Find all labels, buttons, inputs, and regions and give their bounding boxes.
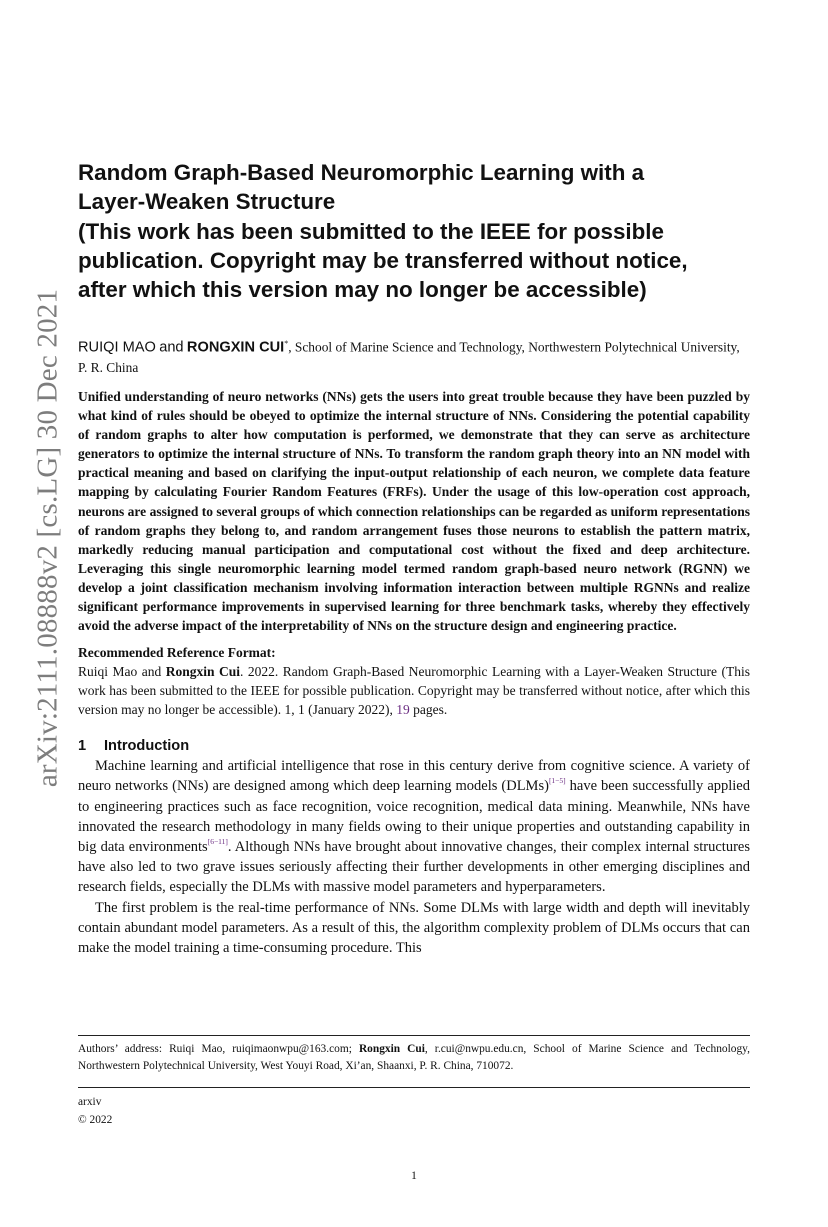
title-line: after which this version may no longer be accessible)	[78, 277, 647, 303]
citation-link[interactable]: [6−11]	[207, 836, 228, 846]
title-line: Random Graph-Based Neuromorphic Learning with a	[78, 160, 645, 185]
author-2: RONGXIN CUI	[186, 339, 285, 356]
reference-format-body	[78, 662, 750, 719]
footnote-divider	[78, 1035, 750, 1036]
publication-meta	[78, 1093, 112, 1129]
paper-title	[78, 158, 750, 304]
paragraph: Machine learning and artificial intelligence that rose in this century derive from cognitive science. A variety of neuro networks (NNs) are designed among which deep learning models (DLMs)[1−5] have been successfully applied to engineering practices such as face recognition, voice recognition, medical data mining. Meanwhile, NNs have innovated the research methodology in many fields owing to their unique properties and outstanding capability in big data environments[6−11]. Although NNs have brought about innovative changes, their complex internal structures have also led to two grave issues seriously affecting their further developments in other emerging disciplines and research fields, especially the DLMs with massive model parameters and hyperparameters.	[78, 758, 750, 896]
ref-author-2: Rongxin Cui	[165, 664, 241, 680]
authors-address-footnote: Authors’ address: Ruiqi Mao, ruiqimaonwpu@163.com; Rongxin Cui, r.cui@nwpu.edu.cn, School of Marine Science and Technology, Northwestern Polytechnical University, West Youyi Road, Xi’an, Shaanxi, P. R. China, 710072.	[78, 1043, 750, 1072]
copyright: © 2022	[78, 1114, 113, 1126]
author-block	[78, 334, 750, 377]
introduction-body	[78, 756, 750, 958]
meta-divider	[78, 1087, 750, 1088]
arxiv-identifier: arXiv:2111.08888v2 [cs.LG] 30 Dec 2021	[31, 288, 64, 788]
ref-conjunction: and	[141, 664, 162, 680]
reference-format-heading: Recommended Reference Format:	[78, 645, 276, 661]
ref-citation-text: . 2022. Random Graph-Based Neuromorphic Learning with a Layer-Weaken Structure (This work has been submitted to the IEEE for possible publication. Copyright may be transferred without notice, after which this version may no longer be accessible). 1, 1 (January 2022),	[78, 664, 750, 718]
page-number: 1	[411, 1170, 417, 1182]
ref-pages-suffix: pages.	[409, 702, 448, 718]
section-heading	[78, 736, 750, 756]
author-conjunction: and	[159, 339, 184, 356]
corresponding-mark: *	[284, 339, 289, 349]
title-line: Layer-Weaken Structure	[78, 189, 336, 215]
paper-content	[78, 158, 750, 958]
author-1: RUIQI MAO	[78, 339, 156, 356]
arxiv-sidebar	[28, 238, 68, 838]
section-number: 1	[78, 738, 87, 755]
title-line: (This work has been submitted to the IEEE for possible	[78, 218, 664, 244]
citation-link[interactable]: [1−5]	[548, 776, 566, 786]
title-line: publication. Copyright may be transferred without notice,	[78, 247, 688, 273]
paragraph: The first problem is the real-time performance of NNs. Some DLMs with large width and depth will inevitably contain abundant model parameters. As a result of this, the algorithm complexity problem of DLMs occurs that can make the model training a time-consuming procedure. This	[78, 899, 750, 956]
ref-author-1: Ruiqi Mao	[78, 664, 138, 680]
affiliation: , School of Marine Science and Technology, Northwestern Polytechnical University, P. R. China	[78, 339, 740, 375]
venue: arxiv	[78, 1096, 102, 1108]
section-title: Introduction	[104, 738, 190, 755]
abstract: Unified understanding of neuro networks (NNs) gets the users into great trouble because they have been puzzled by what kind of rules should be obeyed to optimize the internal structure of NNs. Considering the potential capability of random graphs to alter how computation is performed, we demonstrate that they can serve as architecture generators to optimize the internal structure of NNs. To transform the random graph theory into an NN model with practical meaning and based on clarifying the input-output relationship of each neuron, we complete data feature mapping by calculating Fourier Random Features (FRFs). Under the usage of this low-operation cost approach, neurons are assigned to several groups of which connection relationships can be regarded as uniform representations of random graphs they belong to, and random arrangement fuses those neurons to establish the pattern matrix, markedly reducing manual participation and computational cost without the fixed and deep architecture. Leveraging this single neuromorphic learning model termed random graph-based neuro network (RGNN) we develop a joint classification mechanism involving information interaction between multiple RGNNs and realize significant performance improvements in supervised learning for three benchmark tasks, whereby they effectively avoid the adverse impact of the interpretability of NNs on the structure design and engineering practice.	[78, 388, 750, 634]
pages-link[interactable]: 19	[396, 702, 410, 718]
